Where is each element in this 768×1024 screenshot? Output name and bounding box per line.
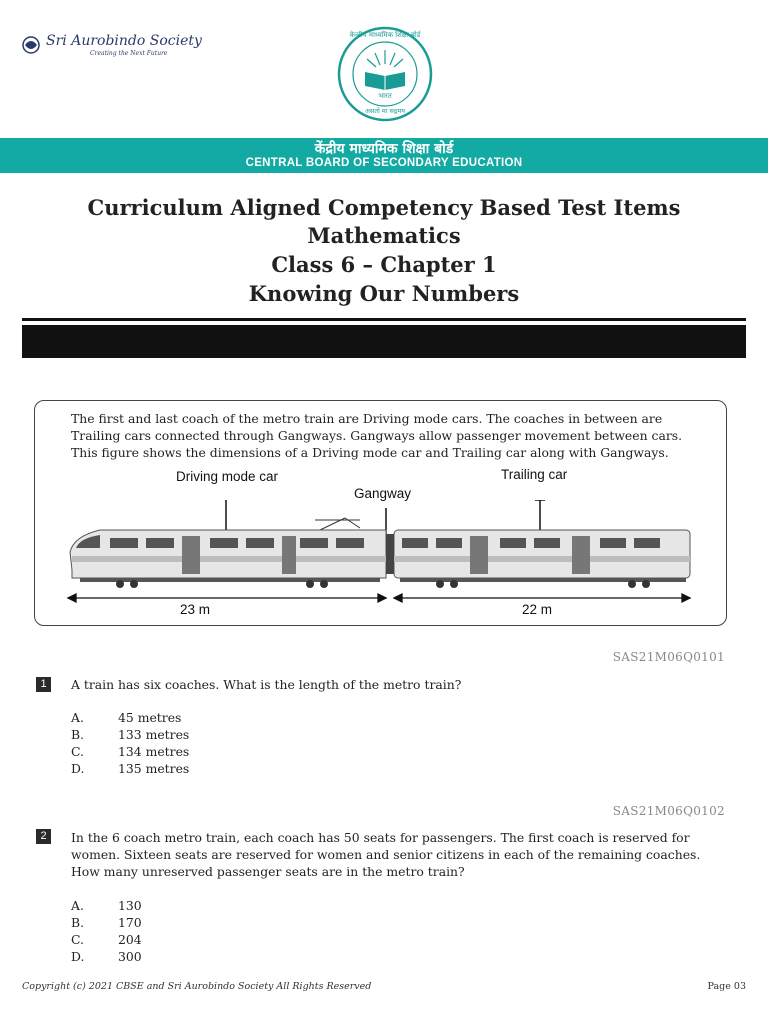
option-value: 133 metres [118,727,190,742]
option-label: C. [71,932,84,947]
option-label: A. [71,710,84,725]
sas-emblem-icon [20,35,42,55]
question-code: SAS21M06Q0102 [612,804,725,818]
trailing-car-length-label: 22 m [522,602,553,617]
option-value: 134 metres [118,744,190,759]
board-name-english: CENTRAL BOARD OF SECONDARY EDUCATION [245,157,523,169]
question-code: SAS21M06Q0101 [612,650,725,664]
option-label: B. [71,915,85,930]
subject-title: Mathematics [307,223,461,248]
chapter-name-title: Knowing Our Numbers [248,281,520,306]
driving-car-label: Driving mode car [176,469,279,484]
sas-logo-text: Sri Aurobindo Society [46,33,202,49]
option-label: D. [71,949,85,964]
seal-motto: असतो मा सद्गमय [365,107,405,115]
option-value: 204 [118,932,142,947]
question-number-badge: 2 [36,829,51,844]
passage-text-line: This figure shows the dimensions of a Driving mode car and Trailing car along with Gangways. [71,445,669,460]
question-text-line: women. Sixteen seats are reserved for women and senior citizens in each of the remaining coaches. [71,847,701,862]
passage-text-line: The first and last coach of the metro train are Driving mode cars. The coaches in between are [71,411,663,426]
option-label: B. [71,727,85,742]
option-value: 45 metres [118,710,182,725]
option-value: 130 [118,898,142,913]
title-divider-bar [22,325,746,358]
option-label: C. [71,744,84,759]
trailing-car-label: Trailing car [501,467,568,482]
seal-center-text: भारत [378,92,392,100]
sas-logo [20,33,202,61]
seal-hindi-top: केन्द्रीय माध्यमिक शिक्षा बोर्ड [349,31,421,39]
metro-train-figure [60,500,700,610]
cbse-seal-logo [335,24,435,124]
driving-car-length-label: 23 m [180,602,211,617]
class-chapter-title: Class 6 – Chapter 1 [271,252,497,277]
gangway-label: Gangway [354,486,412,501]
passage-text-line: Trailing cars connected through Gangways. Gangways allow passenger movement between cars. [71,428,683,443]
question-text-line: In the 6 coach metro train, each coach has 50 seats for passengers. The first coach is reserved for [71,830,690,845]
option-label: A. [71,898,84,913]
option-value: 170 [118,915,142,930]
question-text-line: How many unreserved passenger seats are in the metro train? [71,864,465,879]
page-number: Page 03 [707,981,746,992]
title-divider-thin [22,318,746,321]
document-title: Curriculum Aligned Competency Based Test Items [87,195,681,220]
option-label: D. [71,761,85,776]
footer-copyright: Copyright (c) 2021 CBSE and Sri Aurobindo Society All Rights Reserved [22,981,372,992]
option-value: 300 [118,949,142,964]
question-text: A train has six coaches. What is the length of the metro train? [71,677,462,692]
board-name-hindi: केंद्रीय माध्यमिक शिक्षा बोर्ड [314,141,454,157]
question-number-badge: 1 [36,677,51,692]
option-value: 135 metres [118,761,190,776]
sas-tagline: Creating the Next Future [90,50,168,57]
